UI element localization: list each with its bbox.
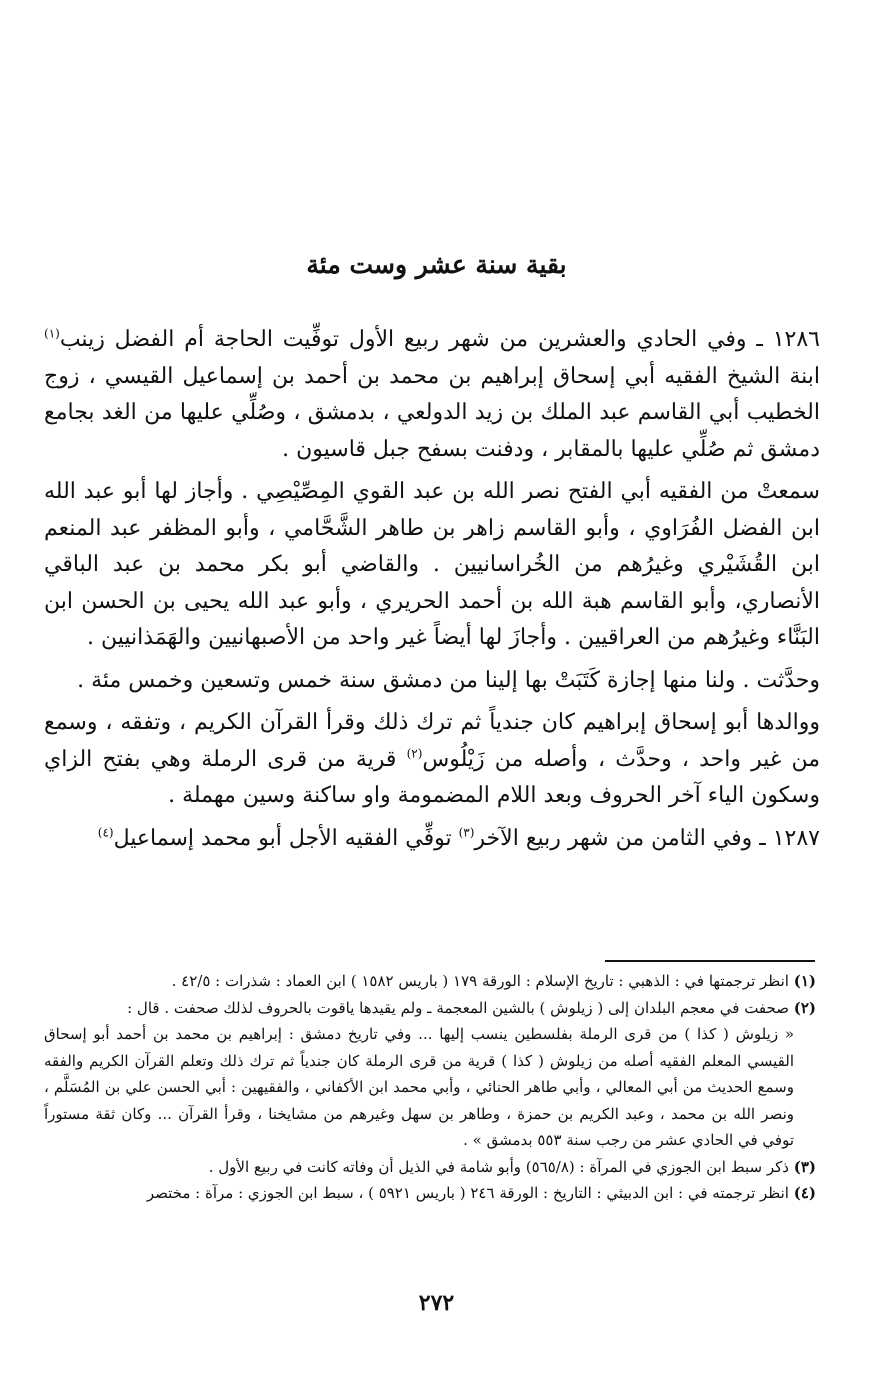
paragraph-father — [44, 705, 820, 815]
entry-1287-text: توفِّي الفقيه الأجل أبو محمد إسماعيل — [113, 825, 452, 851]
note-ref-2: (٢) — [406, 746, 423, 761]
footnote-divider — [605, 960, 815, 962]
footnote-text: صحفت في معجم البلدان إلى ( زيلوش ) بالشين المعجمة ـ ولم يقيدها ياقوت بالحروف لذلك صحفت . قال : — [127, 998, 789, 1017]
footnote-1 — [44, 968, 816, 995]
entry-1286-text: ابنة الشيخ الفقيه أبي إسحاق إبراهيم بن محمد بن أحمد بن إسماعيل القيسي ، زوج الخطيب أبي القاسم عبد الملك بن زيد الدولعي ، بدمشق ، وصُلِّي عليها من الغد بجامع دمشق ثم صُلِّي عليها بالمقابر ، ودفنت بسفح جبل قاسيون . — [44, 363, 820, 462]
footnote-text: ذكر سبط ابن الجوزي في المرآة : (٥٦٥/٨) وأبو شامة في الذيل أن وفاته كانت في ربيع الأول . — [208, 1157, 789, 1176]
entry-1286-opening: ١٢٨٦ ـ وفي الحادي والعشرين من شهر ربيع الأول توفِّيت الحاجة أم الفضل زينب — [59, 327, 820, 352]
footnote-number: (٤) — [793, 1184, 816, 1202]
footnote-number: (١) — [793, 972, 816, 990]
section-heading: بقية سنة عشر وست مئة — [306, 250, 567, 279]
paragraph-transmission: وحدَّثت . ولنا منها إجازة كَتَبَتْ بها إلينا من دمشق سنة خمس وتسعين وخمس مئة . — [77, 667, 820, 693]
entry-1286 — [44, 322, 820, 468]
footnote-2 — [44, 995, 816, 1022]
footnote-4 — [44, 1180, 816, 1207]
note-ref-3: (٣) — [458, 825, 475, 840]
entry-1287-opening: ١٢٨٧ ـ وفي الثامن من شهر ربيع الآخر — [474, 825, 820, 851]
page-number: ٢٧٢ — [418, 1290, 455, 1316]
main-text — [44, 322, 820, 863]
footnote-2-quote: « زيلوش ( كذا ) من قرى الرملة بفلسطين ينسب إليها ... وفي تاريخ دمشق : إبراهيم بن محمد بن أحمد أبو إسحاق القيسي المعلم الفقيه أصله من زيلوش ( كذا ) قرية من قرى الرملة كان جندياً ثم ترك ذلك وتعلم القرآن الكريم والفقه وسمع الحديث من أبي المعالي ، وأبي طاهر الحنائي ، وأبي محمد ابن الأكفاني ، والفقيهين : أبي الحسن علي بن المُسَلَّم ، ونصر الله بن محمد ، وعبد الكريم بن حمزة ، وطاهر بن سهل وغيرهم من مشايخنا ، وقرأ القرآن ... وكان ثقة مستوراً توفي في الحادي عشر من رجب سنة ٥٥٣ بدمشق » . — [44, 1025, 794, 1149]
footnote-number: (٣) — [793, 1157, 816, 1176]
footnotes — [44, 968, 816, 1207]
note-ref-4: (٤) — [97, 825, 114, 840]
footnote-number: (٢) — [793, 998, 816, 1017]
entry-1287 — [44, 821, 820, 858]
paragraph-father-rest: قرية من قرى الرملة وهي بفتح الزاي وسكون الياء آخر الحروف وبعد اللام المضمومة واو ساكنة وسين مهملة . — [44, 746, 820, 808]
footnote-text: انظر ترجمتها في : الذهبي : تاريخ الإسلام : الورقة ١٧٩ ( باريس ١٥٨٢ ) ابن العماد : شذرات : ٤٢/٥ . — [171, 972, 789, 990]
note-ref-1: (١) — [44, 326, 60, 341]
paragraph-teachers: سمعتْ من الفقيه أبي الفتح نصر الله بن عبد القوي المِصِّيْصِي . وأجاز لها أبو عبد الله ابن الفضل الفُرَاوي ، وأبو القاسم زاهر بن طاهر الشَّحَّامي ، وأبو المظفر عبد المنعم ابن القُشَيْري وغيرُهم من الخُراسانيين . والقاضي أبو بكر محمد بن عبد الباقي الأنصاري، وأبو القاسم هبة الله بن أحمد الحريري ، وأبو عبد الله يحيى بن الحسن ابن البَنَّاء وغيرُهم من العراقيين . وأجازَ لها أيضاً غير واحد من الأصبهانيين والهَمَذانيين . — [44, 479, 820, 650]
footnote-3 — [44, 1154, 816, 1181]
footnote-text: انظر ترجمته في : ابن الدبيثي : التاريخ : الورقة ٢٤٦ ( باريس ٥٩٢١ ) ، سبط ابن الجوزي : مرآة : مختصر — [146, 1184, 789, 1202]
paragraph-father-text: ووالدها أبو إسحاق إبراهيم كان جندياً ثم ترك ذلك وقرأ القرآن الكريم ، وتفقه ، وسمع من غير واحد ، وحدَّث ، وأصله من زَيْلُوس — [44, 710, 821, 772]
